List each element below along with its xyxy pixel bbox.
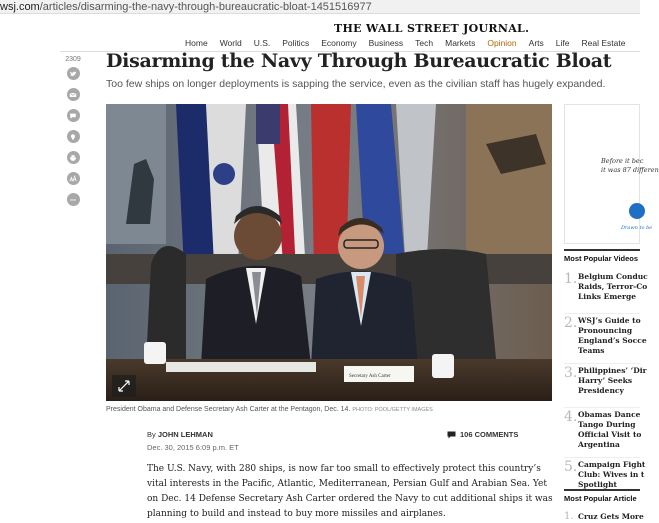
- email-icon[interactable]: [67, 88, 80, 101]
- body-line: planning to build and instead to buy more missiles and airplanes.: [147, 509, 446, 519]
- item-number: 3.: [564, 365, 578, 381]
- item-title: [578, 316, 647, 363]
- item-title: [578, 272, 648, 313]
- nav-business[interactable]: Business: [368, 38, 404, 48]
- title-line: Spotlight: [578, 480, 617, 489]
- url-path: /articles/disarming-the-navy-through-bureaucratic-bloat-1451516977: [39, 1, 372, 13]
- ad-subline: Drawn to be: [621, 225, 653, 231]
- body-line: vital interests in the Pacific, Atlantic, Mediterranean, Persian Gulf and Arabian Sea. Yet: [147, 479, 547, 489]
- popular-video-item[interactable]: [564, 408, 640, 458]
- title-line: Obamas Dance: [578, 410, 641, 419]
- nav-home[interactable]: Home: [185, 38, 208, 48]
- title-line: Pronouncing: [578, 326, 633, 335]
- more-icon[interactable]: [67, 193, 80, 206]
- print-icon[interactable]: [67, 151, 80, 164]
- author-name[interactable]: JOHN LEHMAN: [157, 430, 213, 439]
- popular-video-item[interactable]: [564, 314, 647, 364]
- lead-photo: [106, 104, 552, 401]
- article-headline: Disarming the Navy Through Bureaucratic Bloat: [106, 50, 612, 72]
- most-popular-articles-heading: Most Popular Article: [564, 494, 637, 503]
- like-icon[interactable]: [67, 130, 80, 143]
- title-line: WSJ’s Guide to: [578, 316, 641, 325]
- nav-markets[interactable]: Markets: [445, 38, 476, 48]
- nav-life[interactable]: Life: [555, 38, 570, 48]
- body-line: on Dec. 14 Defense Secretary Ash Carter ordered the Navy to cut additional ships it was: [147, 494, 553, 504]
- popular-video-item[interactable]: [564, 270, 648, 314]
- ad-copy: [601, 157, 659, 175]
- item-title: Cruz Gets More: [578, 512, 644, 521]
- expand-photo-icon[interactable]: [112, 375, 136, 397]
- item-number: 5.: [564, 459, 578, 475]
- title-line: England’s Socce: [578, 336, 647, 345]
- title-line: Tango During: [578, 420, 636, 429]
- ad-line: it was 87 differen: [601, 166, 659, 174]
- nav-tech[interactable]: Tech: [415, 38, 434, 48]
- byline: [147, 430, 213, 439]
- ad-logo: [629, 203, 645, 219]
- share-rail: [62, 56, 84, 214]
- title-line: Argentina: [578, 440, 620, 449]
- ad-line: Before it bec: [601, 157, 644, 165]
- section-nav: [185, 38, 625, 48]
- item-number: 2.: [564, 315, 578, 331]
- title-line: Harry’ Seeks: [578, 376, 633, 385]
- comments-link[interactable]: [447, 430, 518, 439]
- item-number: 4.: [564, 409, 578, 425]
- title-line: Teams: [578, 346, 605, 355]
- photo-caption: [106, 406, 433, 413]
- comments-count: 106 COMMENTS: [460, 430, 519, 439]
- caption-text: President Obama and Defense Secretary Ash Carter at the Pentagon, Dec. 14.: [106, 406, 351, 413]
- share-count: 2309: [65, 56, 81, 63]
- nav-us[interactable]: U.S.: [253, 38, 271, 48]
- popular-article-item[interactable]: [564, 512, 644, 522]
- nav-world[interactable]: World: [219, 38, 242, 48]
- title-line: Links Emerge: [578, 292, 636, 301]
- item-title: [578, 410, 641, 457]
- nav-arts[interactable]: Arts: [528, 38, 544, 48]
- title-line: Raids, Terror-Co: [578, 282, 648, 291]
- article-body: [147, 462, 553, 522]
- popular-video-item[interactable]: [564, 364, 647, 408]
- body-line: The U.S. Navy, with 280 ships, is now far too small to effectively protect this country’s: [147, 464, 541, 474]
- byline-prefix: By: [147, 430, 156, 439]
- article-dek: Too few ships on longer deployments is sapping the service, even as the civilian staff has hugely expanded.: [106, 78, 606, 90]
- lead-photo-illustration: [106, 104, 552, 401]
- url-host: wsj.com: [0, 1, 40, 13]
- nav-opinion[interactable]: Opinion: [487, 38, 517, 48]
- title-line: Club: Wives in t: [578, 470, 645, 479]
- photo-placard-text: Secretary Ash Carter: [349, 374, 391, 379]
- most-popular-videos-list: [564, 270, 648, 502]
- twitter-icon[interactable]: [67, 67, 80, 80]
- wsj-masthead-logo[interactable]: THE WALL STREET JOURNAL.: [334, 22, 530, 35]
- advertisement[interactable]: [564, 104, 659, 244]
- title-line: Official Visit to: [578, 430, 642, 439]
- nav-economy[interactable]: Economy: [321, 38, 357, 48]
- photo-credit: PHOTO: POOL/GETTY IMAGES: [352, 407, 433, 413]
- nav-politics[interactable]: Politics: [282, 38, 310, 48]
- browser-url-bar[interactable]: [0, 0, 640, 14]
- item-title: [578, 366, 647, 407]
- text-size-icon[interactable]: [67, 172, 80, 185]
- title-line: Presidency: [578, 386, 624, 395]
- nav-real-estate[interactable]: Real Estate: [581, 38, 626, 48]
- most-popular-videos-heading: Most Popular Videos: [564, 254, 639, 263]
- item-number: 1.: [564, 511, 574, 522]
- publish-date: Dec. 30, 2015 6:09 p.m. ET: [147, 443, 239, 452]
- item-number: 1.: [564, 271, 578, 287]
- title-line: Campaign Fight: [578, 460, 646, 469]
- speech-bubble-icon: [447, 431, 456, 439]
- title-line: Philippines’ ‘Dir: [578, 366, 647, 375]
- title-line: Belgium Conduc: [578, 272, 648, 281]
- comment-icon[interactable]: [67, 109, 80, 122]
